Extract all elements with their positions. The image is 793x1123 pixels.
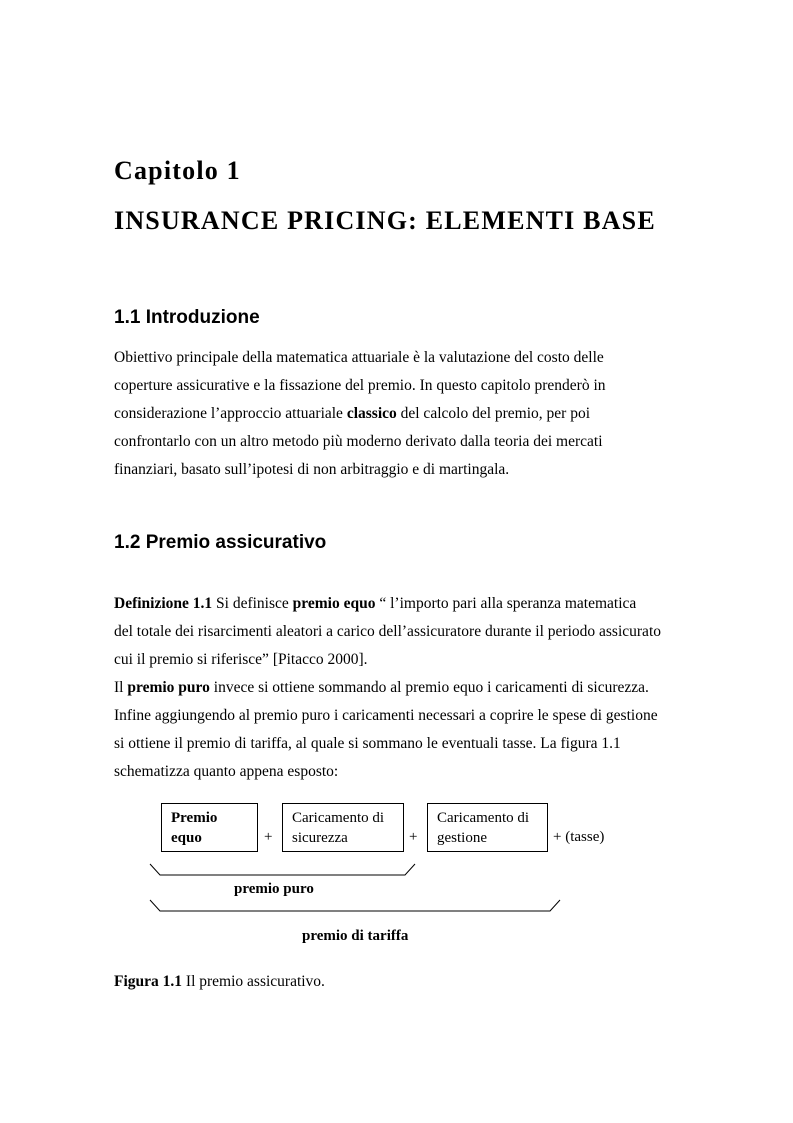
section-title-premio-assicurativo: 1.2 Premio assicurativo — [114, 532, 327, 553]
figure-caption — [114, 973, 325, 991]
text-run: finanziari, basato sull’ipotesi di non arbitraggio e di martingala. — [114, 461, 510, 478]
text-run: del totale dei risarcimenti aleatori a carico dell’assicuratore durante il periodo assicurato — [114, 623, 661, 640]
text-run: Si definisce — [212, 595, 293, 612]
brace-premio-puro — [150, 864, 415, 875]
box-premio-equo-line1: Premio — [171, 810, 218, 826]
box-caricamento-gestione-line1: Caricamento di — [437, 810, 530, 826]
text-run: coperture assicurative e la fissazione del premio. In questo capitolo prenderò in — [114, 377, 606, 394]
bold-term: classico — [346, 405, 397, 422]
box-caricamento-sicurezza-line1: Caricamento di — [292, 810, 385, 826]
text-run: considerazione l’approccio attuariale — [114, 405, 347, 422]
box-premio-equo-line2: equo — [171, 830, 202, 846]
text-run: “ l’importo pari alla speranza matematica — [375, 595, 637, 612]
text-run: Infine aggiungendo al premio puro i caricamenti necessari a coprire le spese di gestione — [114, 707, 658, 724]
figure-caption-text: Il premio assicurativo. — [182, 973, 325, 990]
plus-sign-2: + — [409, 829, 418, 845]
brace-premio-tariffa — [150, 900, 560, 911]
tasse-label: + (tasse) — [553, 829, 605, 845]
text-run: invece si ottiene sommando al premio equo i caricamenti di sicurezza. — [209, 679, 649, 696]
text-run: Il — [114, 679, 128, 696]
text-run: confrontarlo con un altro metodo più moderno derivato dalla teoria dei mercati — [114, 433, 603, 450]
text-run: del calcolo del premio, per poi — [396, 405, 591, 422]
figure-caption-label: Figura 1.1 — [114, 973, 183, 990]
box-caricamento-sicurezza-line2: sicurezza — [292, 830, 348, 846]
bold-term: premio puro — [127, 679, 210, 696]
chapter-number: Capitolo 1 — [114, 156, 241, 185]
bold-term: premio equo — [292, 595, 376, 612]
label-premio-puro: premio puro — [234, 881, 314, 897]
chapter-title: INSURANCE PRICING: ELEMENTI BASE — [114, 206, 656, 235]
plus-sign-1: + — [264, 829, 273, 845]
box-caricamento-gestione-line2: gestione — [437, 830, 487, 846]
text-run: schematizza quanto appena esposto: — [114, 763, 339, 780]
text-run: si ottiene il premio di tariffa, al quale si sommano le eventuali tasse. La figura 1.1 — [114, 735, 621, 752]
section-title-introduzione: 1.1 Introduzione — [114, 307, 260, 328]
text-run: Obiettivo principale della matematica attuariale è la valutazione del costo delle — [114, 349, 604, 366]
label-premio-tariffa: premio di tariffa — [302, 928, 409, 944]
bold-term: Definizione 1.1 — [114, 595, 213, 612]
text-run: cui il premio si riferisce” [Pitacco 2000]. — [114, 651, 368, 668]
